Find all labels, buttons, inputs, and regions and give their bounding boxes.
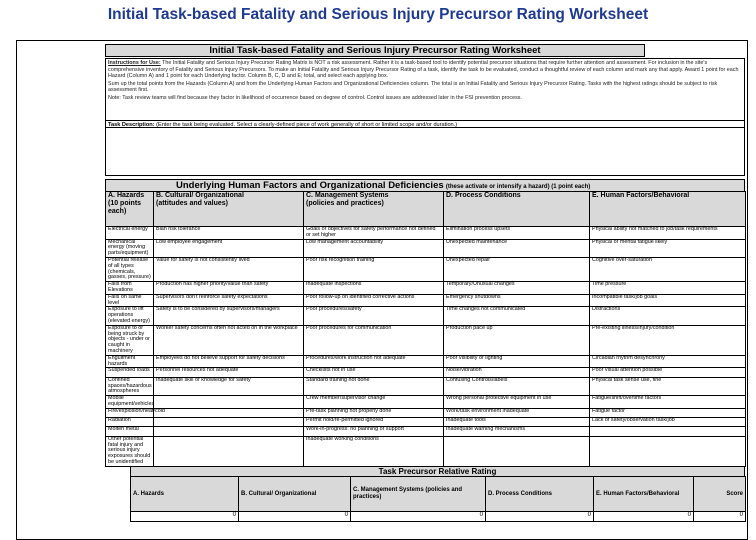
relative-score-cell[interactable]: 0: [694, 512, 746, 522]
col-header-management: C. Management Systems (policies and practices): [304, 192, 444, 227]
table-cell[interactable]: Pre-task planning not properly done: [304, 408, 444, 417]
table-cell[interactable]: Production has higher priority/value than safety: [154, 282, 304, 295]
table-cell[interactable]: Inadequate working conditions: [304, 436, 444, 466]
table-row: [106, 325, 746, 355]
table-cell[interactable]: Other potential fatal injury and serious injury exposures should be unidentified: [106, 436, 154, 466]
table-row: [106, 294, 746, 307]
table-cell[interactable]: Potential release of all types (chemicals, gasses, pressure): [106, 257, 154, 281]
table-cell[interactable]: Elimination process upsets: [444, 227, 590, 240]
instructions-p3: Note: Task review teams will find because they factor in likelihood of occurrence based on degree of control. Control issues are addressed later in the FSI prevention process.: [108, 94, 522, 101]
table-cell[interactable]: Checklists not in use: [304, 368, 444, 377]
table-row: [106, 227, 746, 240]
task-description-label: Task Description:: [108, 122, 155, 128]
table-cell[interactable]: Work-in-progress: no planning or support: [304, 427, 444, 436]
underlying-factors-title: Underlying Human Factors and Organizational Deficiencies: [176, 180, 444, 191]
table-cell[interactable]: [590, 427, 746, 436]
relative-score-cell[interactable]: 0: [486, 512, 594, 522]
table-cell[interactable]: Standard training not done: [304, 377, 444, 395]
table-cell[interactable]: Poor procedures for communication: [304, 325, 444, 355]
table-row: [106, 239, 746, 257]
table-cell[interactable]: Mobile equipment/vehicles: [106, 396, 154, 409]
table-cell[interactable]: Mechanical energy (moving parts/equipment): [106, 239, 154, 257]
table-row: [106, 307, 746, 325]
relative-header-cell: Score: [694, 477, 746, 512]
table-cell[interactable]: Work/task environment inadequate: [444, 408, 590, 417]
table-cell[interactable]: Radiation: [106, 418, 154, 427]
table-cell[interactable]: Personnel resources not adequate: [154, 368, 304, 377]
table-cell[interactable]: Production pace up: [444, 325, 590, 355]
table-cell[interactable]: Emergency shutdowns: [444, 294, 590, 307]
table-cell[interactable]: Inadequate inspections: [304, 282, 444, 295]
table-cell[interactable]: Suspended loads: [106, 368, 154, 377]
table-cell[interactable]: Molten metal: [106, 427, 154, 436]
table-cell[interactable]: [444, 436, 590, 466]
table-cell[interactable]: Poor visual attention possible: [590, 368, 746, 377]
table-cell[interactable]: Poor procedures/safety: [304, 307, 444, 325]
table-cell[interactable]: [590, 436, 746, 466]
table-cell[interactable]: Falls from Elevations: [106, 282, 154, 295]
table-cell[interactable]: [154, 418, 304, 427]
table-cell[interactable]: Low management accountability: [304, 239, 444, 257]
table-cell[interactable]: Physical or mental fatigue likely: [590, 239, 746, 257]
table-cell[interactable]: Physical task sense use, fine: [590, 377, 746, 395]
table-row: [106, 418, 746, 427]
table-cell[interactable]: Unexpected repair: [444, 257, 590, 281]
table-cell[interactable]: Low employee engagement: [154, 239, 304, 257]
table-cell[interactable]: Confined spaces/hazardous atmospheres: [106, 377, 154, 395]
table-row: [106, 377, 746, 395]
instructions-p2: Sum up the total points from the Hazards (Column A) and from the Underlying Human Factors and Organizational Deficiencies column. The total is an Initial Fatality and Serious Injury Precursor Rating. Tasks with the highest ratings should be subject to risk assessment first.: [108, 80, 718, 94]
table-cell[interactable]: Confusing Controls/labels: [444, 377, 590, 395]
table-cell[interactable]: Temporary/Unusual changes: [444, 282, 590, 295]
table-cell[interactable]: [154, 436, 304, 466]
col-header-hazards: A. Hazards (10 points each): [106, 192, 154, 227]
table-cell[interactable]: Exposure to or being struck by objects - under or caught in machinery: [106, 325, 154, 355]
table-cell[interactable]: Noise/vibration: [444, 368, 590, 377]
table-cell[interactable]: Procedures/work instruction not adequate: [304, 355, 444, 368]
relative-score-cell[interactable]: 0: [239, 512, 351, 522]
table-cell[interactable]: Poor follow-up on identified corrective actions: [304, 294, 444, 307]
col-header-cultural: B. Cultural/ Organizational (attitudes and values): [154, 192, 304, 227]
relative-score-cell[interactable]: 0: [131, 512, 239, 522]
table-row: [106, 257, 746, 281]
table-cell[interactable]: Inadequate skill or knowledge for safety: [154, 377, 304, 395]
table-cell[interactable]: Falls on same level: [106, 294, 154, 307]
page-title: Initial Task-based Fatality and Serious Injury Precursor Rating Worksheet: [107, 6, 649, 23]
table-cell[interactable]: Blah risk tolerance: [154, 227, 304, 240]
precursor-table: [105, 191, 746, 467]
table-cell[interactable]: Time changes not communicated: [444, 307, 590, 325]
table-cell[interactable]: Value for safety is not consistently lived: [154, 257, 304, 281]
col-header-process: D. Process Conditions: [444, 192, 590, 227]
table-cell[interactable]: Inadequate tools: [444, 418, 590, 427]
table-cell[interactable]: Goals or objectives for safety performance not defined or set higher: [304, 227, 444, 240]
relative-rating-table: [130, 476, 746, 522]
table-cell[interactable]: Poor risk recognition training: [304, 257, 444, 281]
task-description-box[interactable]: [105, 120, 745, 176]
worksheet-title: Initial Task-based Fatality and Serious Injury Precursor Rating Worksheet: [105, 44, 645, 57]
relative-header-row: [131, 477, 746, 512]
table-row: [106, 355, 746, 368]
table-cell[interactable]: Inadequate warning mechanisms: [444, 427, 590, 436]
table-row: [106, 282, 746, 295]
relative-header-cell: A. Hazards: [131, 477, 239, 512]
instructions-label: Instructions for Use:: [108, 60, 161, 66]
table-cell[interactable]: Incompatible task/job goals: [590, 294, 746, 307]
table-row: [106, 368, 746, 377]
table-cell[interactable]: Distractions: [590, 307, 746, 325]
table-cell[interactable]: [154, 396, 304, 409]
instructions-box: [105, 58, 745, 128]
table-cell[interactable]: Cognitive over-saturation: [590, 257, 746, 281]
relative-header-cell: C. Management Systems (policies and practices): [351, 477, 486, 512]
table-cell[interactable]: Engulfment hazards: [106, 355, 154, 368]
table-cell[interactable]: Permit hold/re-permitted ignored: [304, 418, 444, 427]
relative-score-cell[interactable]: 0: [594, 512, 694, 522]
table-cell[interactable]: Poor visibility or lighting: [444, 355, 590, 368]
relative-header-cell: D. Process Conditions: [486, 477, 594, 512]
relative-header-cell: E. Human Factors/Behavioral: [594, 477, 694, 512]
table-cell[interactable]: Time pressure: [590, 282, 746, 295]
instructions-p1: The Initial Fatality and Serious Injury Precursor Rating Matrix is NOT a risk assessment. Rather it is a task-based tool to identify potential precursor situations that require further attention and assessment. For inclusion in the site's comprehensive inventory of Fatality and Serious Injury Precursors. To make an Initial Fatality and Serious Injury Precursor Rating of a task, identify the task to be evaluated, conduct a thoughtful review of each column and mark any that apply. Award 1 point for each Hazard (Column A) and 1 point for each Underlying factor. Column B, C, D and E; total, and select each applying box.: [108, 60, 739, 80]
table-row: [106, 396, 746, 409]
relative-values-row: [131, 512, 746, 522]
table-cell[interactable]: Worker safety concerns often not acted on in the workplace: [154, 325, 304, 355]
relative-header-cell: B. Cultural/ Organizational: [239, 477, 351, 512]
table-cell[interactable]: Electrical energy: [106, 227, 154, 240]
table-cell[interactable]: Unexpected maintenance: [444, 239, 590, 257]
table-cell[interactable]: Crew member/supervisor change: [304, 396, 444, 409]
table-row: [106, 436, 746, 466]
table-row: [106, 427, 746, 436]
task-description-hint: (Enter the task being evaluated. Select a clearly-defined piece of work generally of short or limited scope and/or duration.): [156, 122, 458, 128]
table-cell[interactable]: Employees do not believe support for safety decisions: [154, 355, 304, 368]
table-cell[interactable]: Exposure to lift operations (elevated energy): [106, 307, 154, 325]
table-cell[interactable]: Circadian rhythm desynchrony: [590, 355, 746, 368]
table-cell[interactable]: Fatigue factor: [590, 408, 746, 417]
table-cell[interactable]: Pre-existing illness/injury/condition: [590, 325, 746, 355]
table-cell[interactable]: [154, 427, 304, 436]
table-cell[interactable]: Safety is to be considered by supervisors/managers: [154, 307, 304, 325]
col-header-human: E. Human Factors/Behavioral: [590, 192, 746, 227]
relative-score-cell[interactable]: 0: [351, 512, 486, 522]
table-cell[interactable]: Lack of safety/observation task/job: [590, 418, 746, 427]
table-cell[interactable]: Wrong personal protective equipment in use: [444, 396, 590, 409]
relative-rating-title: Task Precursor Relative Rating: [130, 466, 745, 477]
table-cell[interactable]: Fire/explosion/heat/cold: [106, 408, 154, 417]
underlying-factors-subtitle: (these activate or intensify a hazard) (1 point each): [445, 184, 591, 190]
table-cell[interactable]: Supervisors don't reinforce safety expectations: [154, 294, 304, 307]
table-cell[interactable]: [154, 408, 304, 417]
table-cell[interactable]: Fatigue/shift/overtime factors: [590, 396, 746, 409]
table-cell[interactable]: Physical ability not matched to job/task requirements: [590, 227, 746, 240]
